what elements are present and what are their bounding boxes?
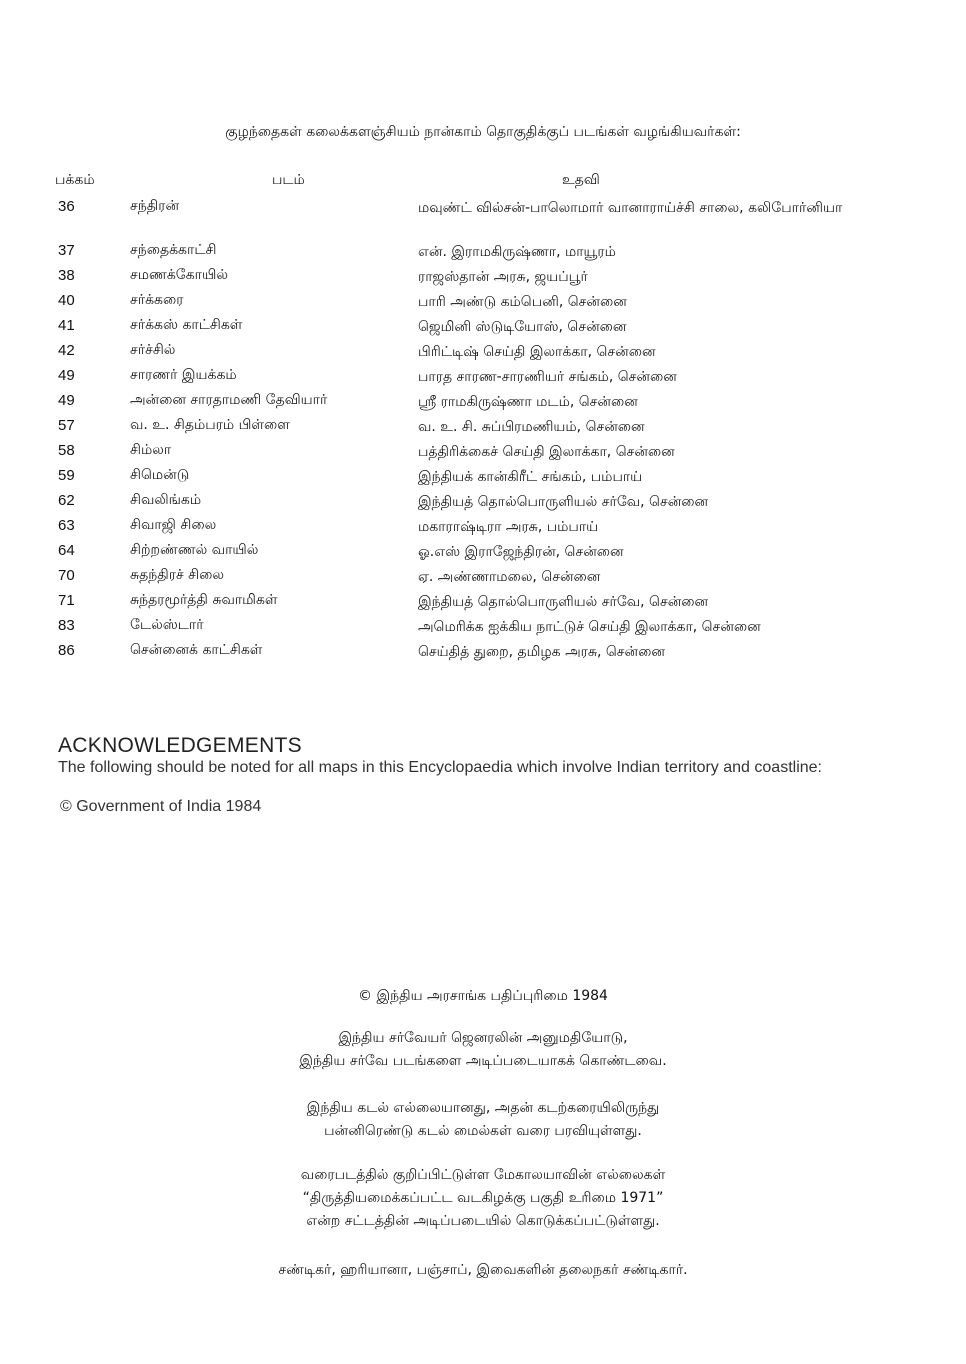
table-row <box>0 490 966 515</box>
picture-subject: சமணக்கோயில் <box>130 267 228 283</box>
picture-credit: பத்திரிக்கைச் செய்தி இலாக்கா, சென்னை <box>418 444 675 460</box>
acknowledgements-title: ACKNOWLEDGEMENTS <box>58 734 302 757</box>
picture-subject: வ. உ. சிதம்பரம் பிள்ளை <box>130 417 290 433</box>
page-number: 62 <box>58 492 75 509</box>
picture-subject: சர்க்கரை <box>130 292 184 308</box>
table-row <box>0 565 966 590</box>
picture-credit: செய்தித் துறை, தமிழக அரசு, சென்னை <box>418 644 665 660</box>
page-number: 41 <box>58 317 75 334</box>
table-row <box>0 240 966 265</box>
page-number: 64 <box>58 542 75 559</box>
picture-credit: என். இராமகிருஷ்ணா, மாயூரம் <box>418 244 616 260</box>
picture-credit: மவுண்ட் வில்சன்-பாலொமார் வானாராய்ச்சி சாலை, கலிபோர்னியா <box>418 200 843 216</box>
table-row <box>0 390 966 415</box>
picture-subject: டேல்ஸ்டார் <box>130 617 204 633</box>
column-header-page: பக்கம் <box>55 172 95 188</box>
acknowledgements-text: The following should be noted for all maps in this Encyclopaedia which involve Indian territory and coastline: <box>58 759 822 776</box>
meghalaya-line: என்ற சட்டத்தின் அடிப்படையில் கொடுக்கப்பட்டுள்ளது. <box>306 1213 660 1229</box>
table-row <box>0 615 966 640</box>
table-row <box>0 340 966 365</box>
page-number: 49 <box>58 392 75 409</box>
table-row <box>0 415 966 440</box>
picture-subject: அன்னை சாரதாமணி தேவியார் <box>130 392 328 408</box>
sea-boundary-line: பன்னிரெண்டு கடல் மைல்கள் வரை பரவியுள்ளது. <box>324 1123 642 1139</box>
picture-subject: சந்திரன் <box>130 198 180 214</box>
table-row <box>0 640 966 665</box>
picture-credit: ராஜஸ்தான் அரசு, ஜயப்பூர் <box>418 269 588 285</box>
sea-boundary-note <box>0 1097 966 1143</box>
page-number: 38 <box>58 267 75 284</box>
picture-credit: இந்தியக் கான்கிரீட் சங்கம், பம்பாய் <box>418 469 643 485</box>
survey-note <box>0 1027 966 1073</box>
page-number: 57 <box>58 417 75 434</box>
picture-subject: சுதந்திரச் சிலை <box>130 567 224 583</box>
page-number: 86 <box>58 642 75 659</box>
picture-credit: பாரத சாரண-சாரணியர் சங்கம், சென்னை <box>418 369 677 385</box>
picture-subject: சுந்தரமூர்த்தி சுவாமிகள் <box>130 592 278 608</box>
page-number: 59 <box>58 467 75 484</box>
table-row <box>0 290 966 315</box>
table-row <box>0 515 966 540</box>
picture-subject: சர்க்கஸ் காட்சிகள் <box>130 317 243 333</box>
picture-subject: சிம்லா <box>130 442 172 458</box>
picture-credit: இந்தியத் தொல்பொருளியல் சர்வே, சென்னை <box>418 494 709 510</box>
sea-boundary-line: இந்திய கடல் எல்லையானது, அதன் கடற்கரையிலிருந்து <box>306 1100 660 1116</box>
tamil-copyright: © இந்திய அரசாங்க பதிப்புரிமை 1984 <box>358 988 608 1004</box>
table-row <box>0 315 966 340</box>
picture-subject: சிவலிங்கம் <box>130 492 202 508</box>
picture-credit: ஸ்ரீ ராமகிருஷ்ணா மடம், சென்னை <box>418 394 638 410</box>
page-number: 70 <box>58 567 75 584</box>
picture-subject: சாரணர் இயக்கம் <box>130 367 237 383</box>
column-header-credit: உதவி <box>562 172 600 188</box>
picture-credit: ஏ. அண்ணாமலை, சென்னை <box>418 569 601 585</box>
picture-subject: சென்னைக் காட்சிகள் <box>130 642 263 658</box>
column-header-picture: படம் <box>272 172 305 188</box>
picture-credit: வ. உ. சி. சுப்பிரமணியம், சென்னை <box>418 419 645 435</box>
page-number: 63 <box>58 517 75 534</box>
page-number: 42 <box>58 342 75 359</box>
credits-table <box>0 196 966 665</box>
meghalaya-line: “திருத்தியமைக்கப்பட்ட வடகிழக்கு பகுதி உரிமை 1971” <box>302 1190 664 1206</box>
meghalaya-note <box>0 1164 966 1233</box>
page-number: 49 <box>58 367 75 384</box>
page-number: 58 <box>58 442 75 459</box>
picture-credit: ஜெமினி ஸ்டுடியோஸ், சென்னை <box>418 319 627 335</box>
table-row <box>0 465 966 490</box>
page-number: 37 <box>58 242 75 259</box>
picture-credit: அமெரிக்க ஐக்கிய நாட்டுச் செய்தி இலாக்கா, சென்னை <box>418 619 761 635</box>
picture-credit: ஓ.எஸ் இராஜேந்திரன், சென்னை <box>418 544 624 560</box>
page-number: 71 <box>58 592 75 609</box>
survey-note-line: இந்திய சர்வேயர் ஜெனரலின் அனுமதியோடு, <box>338 1030 628 1046</box>
picture-subject: சிவாஜி சிலை <box>130 517 217 533</box>
picture-credit: பிரிட்டிஷ் செய்தி இலாக்கா, சென்னை <box>418 344 656 360</box>
table-row <box>0 440 966 465</box>
page-number: 36 <box>58 198 75 215</box>
page-number: 40 <box>58 292 75 309</box>
chandigarh-note: சண்டிகர், ஹரியானா, பஞ்சாப், இவைகளின் தலைநகர் சண்டிகார். <box>278 1262 688 1278</box>
survey-note-line: இந்திய சர்வே படங்களை அடிப்படையாகக் கொண்டவை. <box>299 1053 667 1069</box>
picture-subject: சிற்றண்ணல் வாயில் <box>130 542 259 558</box>
picture-credit: மகாராஷ்டிரா அரசு, பம்பாய் <box>418 519 599 535</box>
page-number: 83 <box>58 617 75 634</box>
table-row <box>0 196 966 240</box>
picture-subject: சர்ச்சில் <box>130 342 176 358</box>
table-row <box>0 265 966 290</box>
credits-heading: குழந்தைகள் கலைக்களஞ்சியம் நான்காம் தொகுதிக்குப் படங்கள் வழங்கியவர்கள்: <box>225 124 741 140</box>
picture-subject: சிமென்டு <box>130 467 190 483</box>
table-row <box>0 590 966 615</box>
table-row <box>0 540 966 565</box>
acknowledgements-copyright: © Government of India 1984 <box>60 798 262 815</box>
picture-credit: பாரி அண்டு கம்பெனி, சென்னை <box>418 294 627 310</box>
picture-subject: சந்தைக்காட்சி <box>130 242 217 258</box>
table-row <box>0 365 966 390</box>
meghalaya-line: வரைபடத்தில் குறிப்பிட்டுள்ள மேகாலயாவின் எல்லைகள் <box>300 1167 666 1183</box>
picture-credit: இந்தியத் தொல்பொருளியல் சர்வே, சென்னை <box>418 594 709 610</box>
